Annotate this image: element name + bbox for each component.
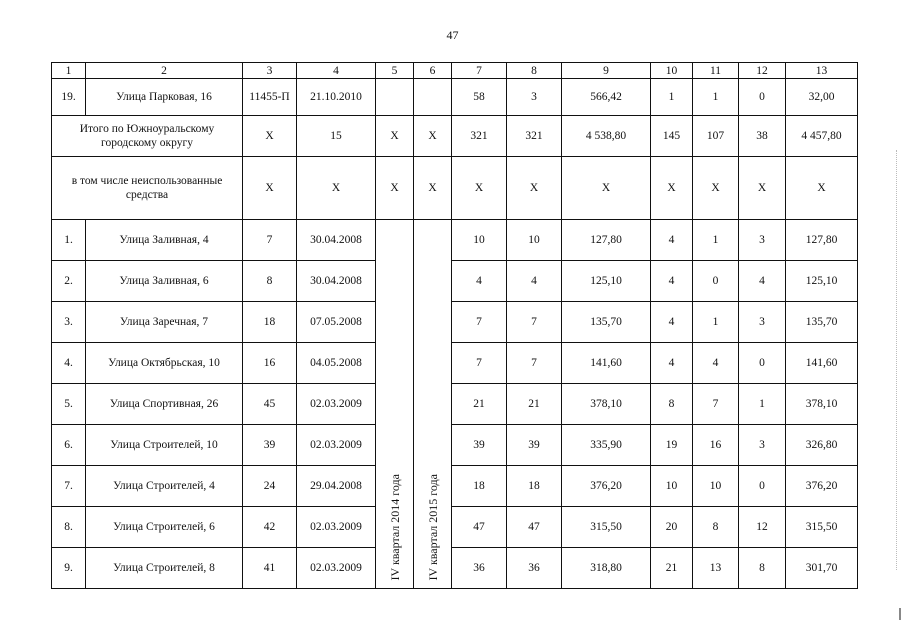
column-header: 11 [693, 63, 739, 79]
table-row [52, 425, 858, 466]
table-cell: 42 [243, 507, 297, 548]
unused-funds-label: в том числе неиспользованные средства [52, 157, 243, 220]
table-cell: 39 [452, 425, 507, 466]
table-cell: 11455-П [243, 79, 297, 116]
table-cell: 21.10.2010 [297, 79, 376, 116]
table-cell: 3 [739, 425, 786, 466]
table-cell: X [651, 157, 693, 220]
row-number-cell: 3. [52, 302, 86, 343]
table-cell: X [786, 157, 858, 220]
table-cell: 321 [452, 116, 507, 157]
table-cell [376, 79, 414, 116]
period-2015-cell [414, 220, 452, 589]
table-cell: 21 [507, 384, 562, 425]
table-row [52, 220, 858, 261]
address-cell: Улица Строителей, 6 [86, 507, 243, 548]
table-cell: X [414, 157, 452, 220]
vertical-label-2015: IV квартал 2015 года [425, 473, 440, 580]
table-cell: X [376, 157, 414, 220]
table-cell: 566,42 [562, 79, 651, 116]
row-number-cell: 4. [52, 343, 86, 384]
table-cell: 125,10 [562, 261, 651, 302]
table-cell: 127,80 [562, 220, 651, 261]
table-cell: 7 [693, 384, 739, 425]
row-number-cell: 19. [52, 79, 86, 116]
table-cell: 3 [739, 220, 786, 261]
table-cell: 4 [739, 261, 786, 302]
table-cell: 7 [507, 302, 562, 343]
table-cell: 4 538,80 [562, 116, 651, 157]
row-number-cell: 6. [52, 425, 86, 466]
address-cell: Улица Строителей, 8 [86, 548, 243, 589]
table-cell: 45 [243, 384, 297, 425]
table-cell: 29.04.2008 [297, 466, 376, 507]
table-cell: 125,10 [786, 261, 858, 302]
total-label: Итого по Южноуральскому городскому округу [52, 116, 243, 157]
table-row [52, 261, 858, 302]
table-cell: X [243, 157, 297, 220]
table-cell: X [243, 116, 297, 157]
table-cell: 02.03.2009 [297, 384, 376, 425]
table-cell: 8 [651, 384, 693, 425]
column-header: 3 [243, 63, 297, 79]
table-cell: 47 [507, 507, 562, 548]
address-cell: Улица Парковая, 16 [86, 79, 243, 116]
address-cell: Улица Октябрьская, 10 [86, 343, 243, 384]
row-number-cell: 5. [52, 384, 86, 425]
table-cell: 4 [651, 302, 693, 343]
table-cell: X [414, 116, 452, 157]
column-header: 13 [786, 63, 858, 79]
row-number-cell: 1. [52, 220, 86, 261]
table-cell [414, 79, 452, 116]
table-cell: 3 [739, 302, 786, 343]
table-cell: 30.04.2008 [297, 261, 376, 302]
table-cell: 04.05.2008 [297, 343, 376, 384]
table-cell: 39 [243, 425, 297, 466]
table-cell: 15 [297, 116, 376, 157]
table-cell: 12 [739, 507, 786, 548]
table-cell: 335,90 [562, 425, 651, 466]
table-cell: 7 [452, 343, 507, 384]
table-cell: 1 [693, 79, 739, 116]
table-cell: 16 [693, 425, 739, 466]
row-number-cell: 9. [52, 548, 86, 589]
unused-funds-row [52, 157, 858, 220]
table-cell: 8 [693, 507, 739, 548]
table-cell: 21 [651, 548, 693, 589]
scan-artifact [899, 608, 901, 620]
table-cell: 8 [739, 548, 786, 589]
table-cell: 10 [651, 466, 693, 507]
table-cell: 1 [693, 302, 739, 343]
row-number-cell: 8. [52, 507, 86, 548]
table-cell: 0 [739, 343, 786, 384]
table-cell: 24 [243, 466, 297, 507]
table-cell: 318,80 [562, 548, 651, 589]
table-cell: 4 [507, 261, 562, 302]
table-cell: 38 [739, 116, 786, 157]
table-cell: 1 [693, 220, 739, 261]
table-cell: X [507, 157, 562, 220]
table-cell: 4 [651, 261, 693, 302]
table-cell: 18 [243, 302, 297, 343]
column-header: 9 [562, 63, 651, 79]
table-cell: 141,60 [562, 343, 651, 384]
table-cell: 107 [693, 116, 739, 157]
column-header: 4 [297, 63, 376, 79]
scan-artifact [896, 150, 899, 570]
table-cell: 18 [507, 466, 562, 507]
table-cell: 16 [243, 343, 297, 384]
column-number-row [52, 63, 858, 79]
table-cell: 36 [452, 548, 507, 589]
table-cell: 10 [693, 466, 739, 507]
total-row [52, 116, 858, 157]
table-cell: 10 [507, 220, 562, 261]
column-header: 7 [452, 63, 507, 79]
table-cell: 0 [739, 79, 786, 116]
table-cell: 7 [243, 220, 297, 261]
column-header: 6 [414, 63, 452, 79]
table-row [52, 548, 858, 589]
table-cell: 58 [452, 79, 507, 116]
table-cell: 1 [651, 79, 693, 116]
table-cell: 7 [452, 302, 507, 343]
table-cell: 30.04.2008 [297, 220, 376, 261]
row-number-cell: 7. [52, 466, 86, 507]
address-cell: Улица Спортивная, 26 [86, 384, 243, 425]
table-cell: 47 [452, 507, 507, 548]
table-row [52, 384, 858, 425]
page-number: 47 [446, 28, 459, 42]
address-cell: Улица Заречная, 7 [86, 302, 243, 343]
address-cell: Улица Заливная, 4 [86, 220, 243, 261]
table-cell: 7 [507, 343, 562, 384]
table-cell: 02.03.2009 [297, 548, 376, 589]
table-cell: X [693, 157, 739, 220]
table-cell: 4 [651, 343, 693, 384]
table-cell: 36 [507, 548, 562, 589]
table-cell: X [452, 157, 507, 220]
table-cell: 19 [651, 425, 693, 466]
table-cell: 02.03.2009 [297, 425, 376, 466]
table-cell: X [297, 157, 376, 220]
table-cell: 4 [693, 343, 739, 384]
table-cell: 376,20 [786, 466, 858, 507]
column-header: 1 [52, 63, 86, 79]
table-cell: 315,50 [786, 507, 858, 548]
table-cell: 301,70 [786, 548, 858, 589]
period-2014-cell [376, 220, 414, 589]
table-cell: 3 [507, 79, 562, 116]
table-cell: 326,80 [786, 425, 858, 466]
address-cell: Улица Строителей, 10 [86, 425, 243, 466]
table-cell: 13 [693, 548, 739, 589]
table-cell: 127,80 [786, 220, 858, 261]
table-cell: 135,70 [786, 302, 858, 343]
table-cell: 141,60 [786, 343, 858, 384]
table-cell: 8 [243, 261, 297, 302]
table-cell: 10 [452, 220, 507, 261]
table-cell: 4 457,80 [786, 116, 858, 157]
table-cell: 315,50 [562, 507, 651, 548]
table-cell: X [562, 157, 651, 220]
column-header: 5 [376, 63, 414, 79]
address-cell: Улица Заливная, 6 [86, 261, 243, 302]
table-row [52, 343, 858, 384]
table-cell: 02.03.2009 [297, 507, 376, 548]
table-cell: 1 [739, 384, 786, 425]
column-header: 12 [739, 63, 786, 79]
table-cell: X [739, 157, 786, 220]
address-cell: Улица Строителей, 4 [86, 466, 243, 507]
table-cell: 4 [651, 220, 693, 261]
row-number-cell: 2. [52, 261, 86, 302]
table-cell: 135,70 [562, 302, 651, 343]
vertical-label-2014: IV квартал 2014 года [387, 473, 402, 580]
table-cell: 39 [507, 425, 562, 466]
table-cell: 376,20 [562, 466, 651, 507]
table-cell: 145 [651, 116, 693, 157]
table-cell: X [376, 116, 414, 157]
table-cell: 21 [452, 384, 507, 425]
table-row [52, 302, 858, 343]
table-cell: 0 [693, 261, 739, 302]
table-cell: 18 [452, 466, 507, 507]
table-cell: 07.05.2008 [297, 302, 376, 343]
table-cell: 378,10 [786, 384, 858, 425]
column-header: 2 [86, 63, 243, 79]
housing-program-table [51, 62, 858, 589]
table-cell: 32,00 [786, 79, 858, 116]
table-cell: 0 [739, 466, 786, 507]
table-cell: 20 [651, 507, 693, 548]
table-cell: 4 [452, 261, 507, 302]
column-header: 8 [507, 63, 562, 79]
column-header: 10 [651, 63, 693, 79]
table-cell: 321 [507, 116, 562, 157]
table-row [52, 507, 858, 548]
table-cell: 41 [243, 548, 297, 589]
table-row [52, 466, 858, 507]
table-cell: 378,10 [562, 384, 651, 425]
table-row [52, 79, 858, 116]
